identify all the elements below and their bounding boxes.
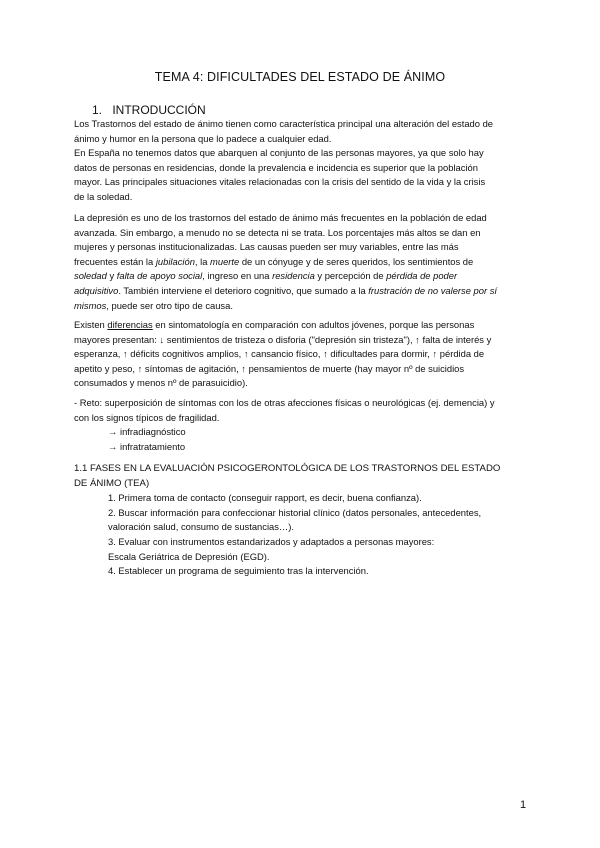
text-run: y percepción de [314, 270, 387, 282]
text-line [74, 318, 526, 333]
text-line: En España no tenemos datos que abarquen al conjunto de las personas mayores, ya que solo hay [74, 147, 484, 159]
list-item: valoración salud, consumo de sustancias…). [108, 521, 295, 533]
text-line [74, 299, 526, 314]
list-item: → infradiagnóstico [108, 426, 186, 438]
text-line: La depresión es uno de los trastornos del estado de ánimo más frecuentes en la población de edad [74, 212, 487, 223]
emphasis-mismos: mismos [74, 299, 107, 311]
emphasis-residencia: residencia [272, 270, 315, 282]
text-run: , la [194, 255, 211, 267]
text-line: mayores presentan: ↓ sentimientos de tristeza o disforia ("depresión sin tristeza"), ↑ falta de interés y [74, 333, 492, 345]
emphasis-frustracion: frustración de no valerse por sí [368, 284, 498, 296]
emphasis-perdida-poder: pérdida de poder [386, 270, 458, 282]
depresion-paragraph [74, 211, 526, 313]
emphasis-muerte: muerte [210, 255, 240, 267]
text-run: , puede ser otro tipo de causa. [106, 299, 233, 311]
text-line: Los Trastornos del estado de ánimo tienen como característica principal una alteración del estado de [74, 118, 493, 129]
text-line: datos de personas en residencias, donde la prevalencia e incidencia es superior que la población [74, 161, 478, 173]
text-line: mayor. Las principales situaciones vitales relacionadas con la crisis del sentido de la vida y la crisis [74, 176, 486, 188]
text-line: - Reto: superposición de síntomas con los de otras afecciones físicas o neurológicas (ej. demencia) y [74, 397, 495, 408]
text-line: avanzada. Sin embargo, a menudo no se detecta ni se trata. Los porcentajes más altos se dan en [74, 226, 481, 238]
text-run: de un cónyuge y de seres queridos, los sentimientos de [239, 255, 474, 267]
list-item: 4. Establecer un programa de seguimiento tras la intervención. [108, 565, 369, 577]
text-line [74, 255, 526, 270]
section-heading-introduccion [92, 103, 206, 117]
text-line: esperanza, ↑ déficits cognitivos amplios, ↑ cansancio físico, ↑ dificultades para dormir, ↑ pérdida de [74, 348, 485, 360]
text-line: de la soledad. [74, 190, 133, 202]
page-title: TEMA 4: DIFICULTADES DEL ESTADO DE ÁNIMO [154, 70, 446, 84]
intro-paragraph [74, 117, 526, 205]
diferencias-paragraph [74, 318, 526, 391]
text-run: Existen [74, 319, 108, 330]
subsection-heading: DE ÁNIMO (TEA) [74, 477, 150, 489]
text-line: mujeres y personas institucionalizadas. Las causas pueden ser muy variables, entre las más [74, 241, 459, 253]
text-line: ánimo y humor en la persona que lo padece a cualquier edad. [74, 132, 332, 144]
list-item: Escala Geriátrica de Depresión (EGD). [108, 550, 270, 562]
text-line: consumados y menos nº de parasuicidio). [74, 377, 248, 389]
section-heading-text: INTRODUCCIÓN [112, 103, 206, 117]
text-run: y [106, 270, 117, 282]
text-line: apetito y peso, ↑ síntomas de agitación, ↑ pensamientos de muerte (hay mayor nº de suicidios [74, 362, 465, 374]
underlined-diferencias: diferencias [107, 319, 153, 330]
list-item: 2. Buscar información para confeccionar historial clínico (datos personales, antecedentes, [108, 506, 482, 518]
page-number: 1 [520, 799, 527, 811]
reto-paragraph [74, 396, 526, 454]
text-run: en sintomatología en comparación con adultos jóvenes, porque las personas [152, 319, 475, 330]
text-run: . También interviene el deterioro cognitivo, que sumado a la [118, 284, 369, 296]
emphasis-adquisitivo: adquisitivo [74, 284, 119, 296]
list-item: → infratratamiento [108, 440, 186, 452]
list-item: 1. Primera toma de contacto (conseguir rapport, es decir, buena confianza). [108, 492, 422, 504]
section-fases [74, 462, 526, 579]
section-number: 1. [92, 103, 103, 117]
text-run: , ingreso en una [202, 270, 273, 282]
text-line [74, 269, 526, 284]
text-run: frecuentes están la [74, 255, 156, 267]
subsection-heading: 1.1 FASES EN LA EVALUACIÓN PSICOGERONTOLÓGICA DE LOS TRASTORNOS DEL ESTADO [74, 463, 501, 474]
emphasis-falta-apoyo: falta de apoyo social [116, 270, 203, 282]
text-line [74, 284, 526, 299]
text-line: con los signos típicos de fragilidad. [74, 411, 220, 423]
list-item: 3. Evaluar con instrumentos estandarizados y adaptados a personas mayores: [108, 535, 435, 547]
emphasis-jubilacion: jubilación [155, 255, 195, 267]
emphasis-soledad: soledad [74, 270, 107, 282]
